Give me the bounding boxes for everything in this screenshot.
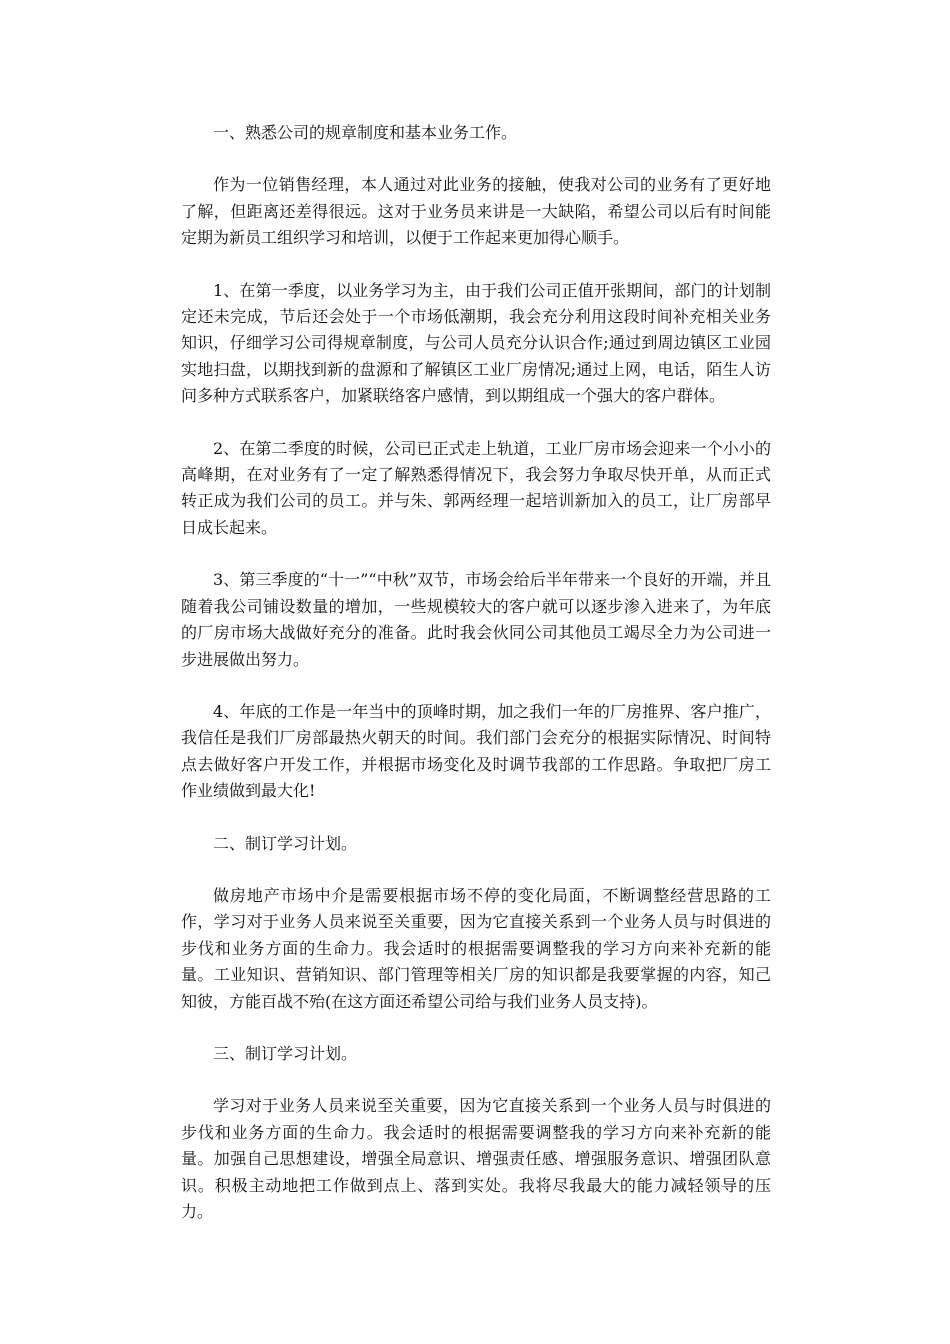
section-heading-1: 一、熟悉公司的规章制度和基本业务工作。 <box>213 123 518 142</box>
paragraph-study-plan: 做房地产市场中介是需要根据市场不停的变化局面，不断调整经营思路的工作，学习对于业务人员来说至关重要，因为它直接关系到一个业务人员与时俱进的步伐和业务方面的生命力。我会适时的根据需要调整我的学习方向来补充新的能量。工业知识、营销知识、部门管理等相关厂房的知识都是我要掌握的内容，知己知彼，方能百战不殆(在这方面还希望公司给与我们业务人员支持)。 <box>181 885 771 1011</box>
paragraph-q2: 2、在第二季度的时候，公司已正式走上轨道，工业厂房市场会迎来一个小小的高峰期，在对业务有了一定了解熟悉得情况下，我会努力争取尽快开单，从而正式转正成为我们公司的员工。并与朱、郭两经理一起培训新加入的员工，让厂房部早日成长起来。 <box>181 438 771 537</box>
paragraph-q4: 4、年底的工作是一年当中的顶峰时期，加之我们一年的厂房推界、客户推广，我信任是我们厂房部最热火朝天的时间。我们部门会充分的根据实际情况、时间特点去做好客户开发工作，并根据市场变化及时调节我部的工作思路。争取把厂房工作业绩做到最大化! <box>181 701 771 801</box>
paragraph-q1: 1、在第一季度，以业务学习为主，由于我们公司正值开张期间，部门的计划制定还未完成，节后还会处于一个市场低潮期，我会充分利用这段时间补充相关业务知识，仔细学习公司得规章制度，与公司人员充分认识合作;通过到周边镇区工业园实地扫盘，以期找到新的盘源和了解镇区工业厂房情况;通过上网，电话，陌生人访问多种方式联系客户，加紧联络客户感情，到以期组成一个强大的客户群体。 <box>181 280 771 406</box>
paragraph-study-plan-2: 学习对于业务人员来说至关重要，因为它直接关系到一个业务人员与时俱进的步伐和业务方面的生命力。我会适时的根据需要调整我的学习方向来补充新的能量。加强自己思想建设，增强全局意识、增强责任感、增强服务意识、增强团队意识。积极主动地把工作做到点上、落到实处。我将尽我最大的能力减轻领导的压力。 <box>181 1096 771 1221</box>
document-page <box>181 120 771 1251</box>
paragraph-intro: 作为一位销售经理，本人通过对此业务的接触，使我对公司的业务有了更好地了解，但距离还差得很远。这对于业务员来讲是一大缺陷，希望公司以后有时间能定期为新员工组织学习和培训，以便于工作起来更加得心顺手。 <box>181 175 771 248</box>
section-heading-2: 二、制订学习计划。 <box>213 833 358 853</box>
paragraph-q3: 3、第三季度的“十一”“中秋”双节，市场会给后半年带来一个良好的开端，并且随着我公司铺设数量的增加，一些规模较大的客户就可以逐步渗入进来了，为年底的厂房市场大战做好充分的准备。此时我会伙同公司其他员工竭尽全力为公司进一步进展做出努力。 <box>181 570 771 669</box>
section-heading-3: 三、制订学习计划。 <box>213 1043 358 1063</box>
